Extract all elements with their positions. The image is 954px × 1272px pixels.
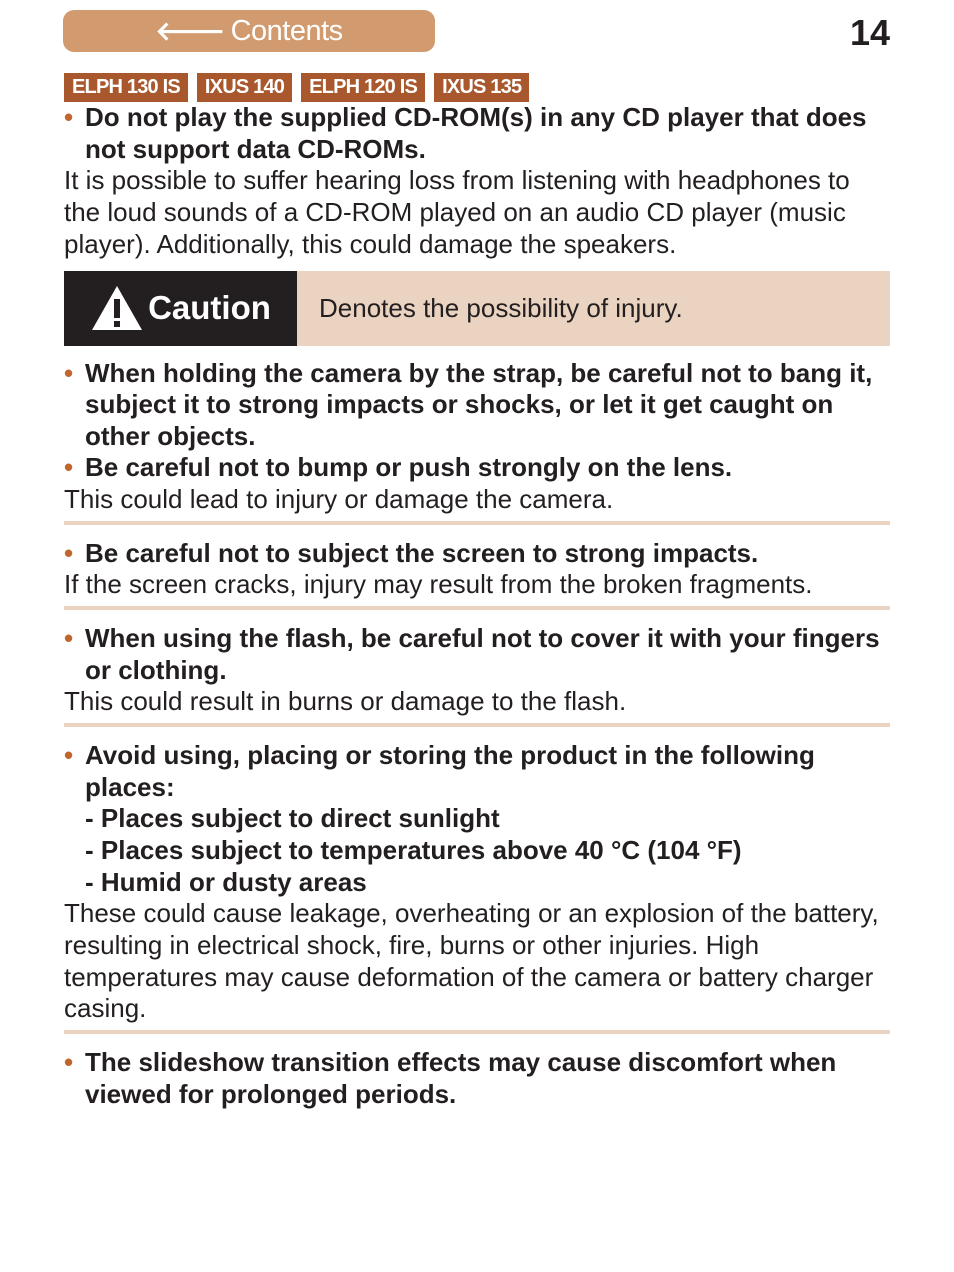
- screen-warning: • Be careful not to subject the screen to strong impacts.: [64, 538, 890, 570]
- model-tag: IXUS 135: [434, 73, 529, 102]
- page-number: 14: [849, 12, 890, 53]
- contents-label: Contents: [230, 14, 343, 47]
- flash-warning: • When using the flash, be careful not to cover it with your fingers or clothing.: [64, 623, 890, 686]
- section-divider: [64, 606, 890, 610]
- slideshow-warning: • The slideshow transition effects may cause discomfort when viewed for prolonged periods.: [64, 1047, 890, 1110]
- page-content: [64, 102, 890, 1110]
- warning-triangle-icon: [90, 284, 144, 332]
- model-tag: ELPH 130 IS: [64, 73, 188, 102]
- places-explanation: These could cause leakage, overheating or an explosion of the battery, resulting in electrical shock, fire, burns or other injuries. High temperatures may cause deformation of the camera or battery charger casing.: [64, 898, 879, 1024]
- arrow-left-icon: 🡐: [155, 15, 225, 46]
- cdrom-warning: • Do not play the supplied CD-ROM(s) in any CD player that does not support data CD-ROMs.: [64, 102, 890, 165]
- caution-description: Denotes the possibility of injury.: [297, 271, 890, 346]
- places-item: - Places subject to direct sunlight: [85, 803, 500, 834]
- lens-warning: • Be careful not to bump or push strongly on the lens.: [64, 452, 890, 484]
- flash-explanation: This could result in burns or damage to the flash.: [64, 686, 627, 717]
- caution-label-box: [64, 271, 297, 346]
- section-divider: [64, 1030, 890, 1034]
- caution-label: Caution: [148, 289, 271, 327]
- model-tags: [64, 73, 538, 102]
- contents-button[interactable]: [63, 10, 435, 52]
- screen-explanation: If the screen cracks, injury may result from the broken fragments.: [64, 569, 813, 600]
- strap-warning: • When holding the camera by the strap, be careful not to bang it, subject it to strong impacts or shocks, or let it get caught on other objects.: [64, 358, 890, 453]
- section-divider: [64, 521, 890, 525]
- section-divider: [64, 723, 890, 727]
- model-tag: IXUS 140: [197, 73, 292, 102]
- strap-explanation: This could lead to injury or damage the camera.: [64, 483, 614, 514]
- model-tag: ELPH 120 IS: [301, 73, 425, 102]
- caution-banner: [64, 271, 890, 346]
- places-item: - Places subject to temperatures above 40 °C (104 °F): [85, 834, 742, 865]
- cdrom-explanation: It is possible to suffer hearing loss from listening with headphones to the loud sounds of a CD-ROM played on an audio CD player (music player). Additionally, this could damage the speakers.: [64, 165, 850, 259]
- places-item: - Humid or dusty areas: [85, 866, 367, 897]
- places-warning: • Avoid using, placing or storing the product in the following places:: [64, 740, 890, 803]
